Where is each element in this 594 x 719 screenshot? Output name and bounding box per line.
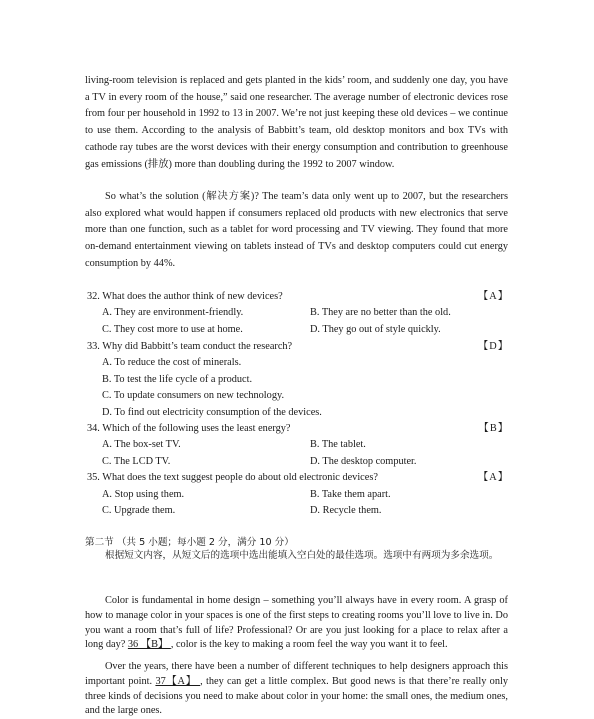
- passage-paragraph-2: So what’s the solution (解决方案)? The team’s data only went up to 2007, but the researchers also explored what would happen if consumers replaced old products with new electronics that serve more than one function, such as a tablet for word processing and TV viewing. They found that more on-demand entertainment viewing on tablets instead of TVs and desktop computers could cut energy consumption by 44%.: [85, 191, 508, 269]
- question-34: [87, 421, 509, 437]
- option-c: C. To update consumers on new technology.: [102, 390, 285, 401]
- option-d: D. They go out of style quickly.: [310, 324, 441, 335]
- option-a: A. They are environment-friendly.: [102, 307, 244, 318]
- option-b: B. They are no better than the old.: [310, 307, 451, 318]
- question-stem: 33. Why did Babbitt’s team conduct the research?: [87, 341, 293, 352]
- option-c: C. The LCD TV.: [102, 456, 171, 467]
- answer-key: 【B】: [478, 423, 509, 434]
- paragraph-text: , they can get a little complex. But good news is that there’re really only three kinds of decisions you need to make about color in your home: the small ones, the medium ones, and the large ones.: [85, 675, 508, 717]
- option-c: C. Upgrade them.: [102, 505, 176, 516]
- option-b: B. Take them apart.: [310, 489, 391, 500]
- blank-37: 37【A】: [155, 675, 201, 687]
- paragraph-text: , color is the key to making a room feel the way you want it to feel.: [170, 639, 448, 651]
- answer-key: 【D】: [477, 341, 509, 352]
- answer-key: 【A】: [477, 291, 509, 302]
- answer-key: 【A】: [477, 472, 509, 483]
- question-32: [87, 289, 509, 305]
- cloze-paragraph-1: [85, 594, 508, 653]
- option-b: B. To test the life cycle of a product.: [102, 374, 253, 385]
- option-a: A. The box-set TV.: [102, 439, 181, 450]
- option-c: C. They cost more to use at home.: [102, 324, 243, 335]
- paragraph-text: Color is fundamental in home design – something you’ll always have in every room. A grasp of how to manage color in your spaces is one of the first steps to creating rooms you’ll love to live in. Do you want a room that’s full of life? Professional? Or are you just looking for a place to relax after a long day?: [85, 595, 508, 651]
- question-stem: 35. What does the text suggest people do about old electronic devices?: [87, 472, 378, 483]
- option-a: A. To reduce the cost of minerals.: [102, 357, 242, 368]
- passage-paragraph-1: living-room television is replaced and gets planted in the kids’ room, and suddenly one day, you have a TV in every room of the house,” said one researcher. The average number of electronic devices rose from four per household in 1992 to 13 in 2007. We’re not just keeping these old devices – we continue to use them. According to the analysis of Babbitt’s team, old desktop monitors and box TVs with cathode ray tubes are the worst devices with their energy consumption and contribution to greenhouse gas emissions (排放) more than doubling during the 1992 to 2007 window.: [85, 75, 508, 170]
- section-heading: 第二节 （共 5 小题；每小题 2 分，满分 10 分）: [85, 537, 294, 548]
- option-a: A. Stop using them.: [102, 489, 185, 500]
- option-b: B. The tablet.: [310, 439, 366, 450]
- question-35: [87, 470, 509, 486]
- blank-36: 36 【B】: [127, 639, 171, 651]
- option-d: D. To find out electricity consumption of the devices.: [102, 407, 322, 418]
- option-d: D. Recycle them.: [310, 505, 382, 516]
- section-instruction: 根据短文内容，从短文后的选项中选出能填入空白处的最佳选项。选项中有两项为多余选项。: [105, 550, 499, 561]
- question-stem: 32. What does the author think of new devices?: [87, 291, 283, 302]
- question-stem: 34. Which of the following uses the least energy?: [87, 423, 291, 434]
- question-33: [87, 339, 509, 355]
- option-d: D. The desktop computer.: [310, 456, 417, 467]
- paragraph-text: Over the years, there have been a number of different techniques to help designers approach this important point.: [85, 661, 508, 687]
- cloze-paragraph-2: [85, 660, 508, 719]
